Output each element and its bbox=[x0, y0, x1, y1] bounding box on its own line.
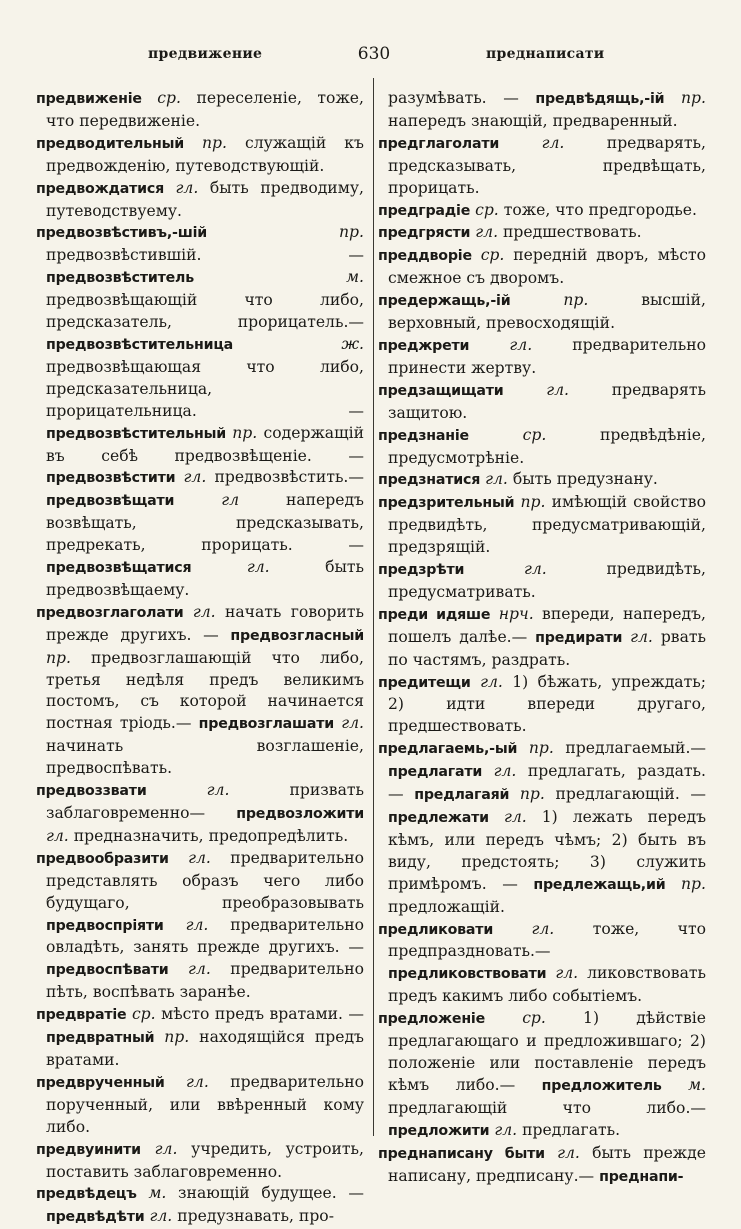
dictionary-entry bbox=[36, 602, 364, 780]
grammar-label: гл. bbox=[475, 223, 499, 242]
headword: предвѣдѣти bbox=[46, 1209, 145, 1226]
grammar-label: пр. bbox=[528, 739, 554, 758]
dictionary-entry bbox=[378, 425, 706, 470]
definition-text: предлагаемый.— bbox=[565, 739, 706, 758]
headword: предлагати bbox=[388, 764, 483, 781]
dictionary-entry bbox=[36, 848, 364, 1004]
running-head-left: предвижение bbox=[148, 46, 263, 62]
dictionary-entry bbox=[378, 492, 706, 559]
grammar-label: гл. bbox=[149, 1207, 173, 1226]
grammar-label: гл. bbox=[546, 380, 570, 399]
grammar-label: пр. bbox=[164, 1028, 190, 1047]
grammar-label: пр. bbox=[681, 874, 706, 893]
dictionary-entry bbox=[378, 245, 706, 290]
headword: предержащь,-ій bbox=[378, 293, 511, 310]
dictionary-entry bbox=[36, 133, 364, 178]
definition-text: предварять, предсказывать, предвѣщать, прорицать. bbox=[388, 133, 706, 197]
column-divider bbox=[373, 78, 374, 1136]
grammar-label: гл. bbox=[154, 1139, 178, 1158]
grammar-label: нрч. bbox=[498, 604, 534, 623]
grammar-label: ср. bbox=[522, 425, 547, 444]
headword: предвоззвати bbox=[36, 783, 147, 800]
headword: предградіе bbox=[378, 202, 471, 219]
dictionary-entry bbox=[36, 222, 364, 601]
grammar-label: гл bbox=[221, 491, 239, 510]
definition-text: предварительно принести жертву. bbox=[388, 335, 706, 377]
definition-text: начинать возглашеніе, предвоспѣвать. bbox=[46, 737, 364, 778]
definition-text: предузнавать, про- bbox=[177, 1207, 334, 1226]
definition-text: 1) бѣжать, упреждать; 2) идти впереди другаго, предшествовать. bbox=[388, 672, 706, 736]
grammar-label: гл. bbox=[630, 627, 653, 646]
grammar-label: пр. bbox=[232, 423, 258, 442]
headword: предзнатися bbox=[378, 472, 481, 489]
grammar-label: гл. bbox=[246, 558, 270, 577]
headword: предводительный bbox=[36, 135, 184, 152]
definition-text: начать говорить прежде другихъ. — bbox=[46, 602, 364, 644]
grammar-label: пр. bbox=[201, 133, 227, 152]
definition-text: тоже, что предпраздновать.— bbox=[388, 919, 706, 961]
headword: предликовати bbox=[378, 921, 494, 938]
definition-text: предвидѣть, предусматривать. bbox=[388, 560, 706, 601]
grammar-label: пр. bbox=[339, 223, 364, 242]
headword: предвозглашати bbox=[198, 716, 335, 733]
page-number: 630 bbox=[357, 44, 391, 64]
headword: преди идяше bbox=[378, 606, 491, 623]
running-head-right: преднаписати bbox=[486, 46, 605, 62]
definition-text: содержащій въ себѣ предвозвѣщеніе. — bbox=[46, 423, 364, 465]
definition-text: передній дворъ, мѣсто смежное съ дворомъ. bbox=[388, 246, 706, 288]
dictionary-entry bbox=[36, 780, 364, 848]
grammar-label: гл. bbox=[206, 781, 230, 800]
grammar-label: гл. bbox=[493, 762, 517, 781]
definition-text: напередъ возвѣщать, предсказывать, предрекать, прорицать. — bbox=[46, 491, 364, 555]
headword: предложитель bbox=[541, 1077, 662, 1094]
headword: предгрясти bbox=[378, 225, 471, 242]
definition-text: быть прежде написану, предписану.— bbox=[388, 1143, 706, 1185]
dictionary-entry bbox=[378, 672, 706, 739]
dictionary-entry bbox=[378, 1143, 706, 1189]
grammar-label: гл. bbox=[509, 335, 533, 354]
dictionary-entry bbox=[378, 335, 706, 380]
grammar-label: гл. bbox=[557, 1143, 580, 1162]
grammar-label: ср. bbox=[475, 200, 499, 219]
definition-text: разумѣвать. — bbox=[388, 89, 519, 107]
definition-text: ликовствовать предъ какимъ либо событіемъ. bbox=[388, 964, 706, 1006]
headword: предвоспріяти bbox=[46, 917, 164, 934]
dictionary-entry bbox=[36, 1183, 364, 1229]
headword: предвозглаголати bbox=[36, 604, 184, 621]
running-header bbox=[0, 46, 741, 72]
headword: предложеніе bbox=[378, 1011, 486, 1028]
headword: предитещи bbox=[378, 674, 471, 691]
headword: предзрѣти bbox=[378, 562, 465, 579]
headword: предвратный bbox=[46, 1030, 155, 1047]
definition-text: тоже, что предгородье. bbox=[503, 200, 697, 219]
definition-text: предвозвѣщающая что либо, предсказательница, прорицательница. — bbox=[46, 357, 364, 420]
definition-text: предвозвѣщающій что либо, предсказатель, прорицатель.— bbox=[46, 291, 364, 332]
grammar-label: ср. bbox=[480, 246, 505, 265]
dictionary-entry bbox=[378, 200, 706, 223]
headword: предвиженіе bbox=[36, 91, 142, 107]
grammar-label: м. bbox=[148, 1184, 167, 1203]
definition-text: предварительно пѣть, воспѣвать заранѣе. bbox=[46, 960, 364, 1002]
grammar-label: гл. bbox=[183, 468, 207, 487]
definition-text: быть предводиму, путеводствуему. bbox=[46, 178, 364, 220]
headword: предложити bbox=[388, 1122, 490, 1139]
headword: преднапи- bbox=[599, 1168, 684, 1185]
definition-text: 1) дѣйствіе предлагающаго и предложившаго; 2) положеніе или поставленіе передъ кѣмъ либо.— bbox=[388, 1009, 706, 1094]
definition-text: предварительно овладѣть, занять прежде другихъ. — bbox=[46, 915, 364, 957]
headword: предвоспѣвати bbox=[46, 962, 169, 979]
dictionary-entry bbox=[378, 290, 706, 335]
headword: предлагаяй bbox=[414, 787, 510, 804]
definition-text: предварительно порученный, или ввѣренный кому либо. bbox=[46, 1072, 364, 1136]
headword: предликовствовати bbox=[388, 966, 547, 983]
headword: предвозложити bbox=[236, 806, 364, 822]
headword: предвождатися bbox=[36, 180, 164, 197]
grammar-label: гл. bbox=[531, 919, 555, 938]
definition-text: предварять защитою. bbox=[388, 380, 706, 422]
headword: предвозвѣщатися bbox=[46, 560, 192, 577]
dictionary-entry bbox=[36, 1139, 364, 1184]
grammar-label: гл. bbox=[341, 714, 364, 733]
grammar-label: гл. bbox=[541, 133, 565, 152]
grammar-label: пр. bbox=[680, 89, 706, 107]
headword: предвуинити bbox=[36, 1141, 141, 1158]
definition-text: предвѣдѣніе, предусмотрѣніе. bbox=[388, 425, 706, 467]
dictionary-entry bbox=[378, 604, 706, 672]
grammar-label: ср. bbox=[131, 1005, 156, 1024]
grammar-label: гл. bbox=[188, 960, 211, 979]
definition-text: предлагать. bbox=[522, 1120, 621, 1139]
definition-text: предлагающій что либо.— bbox=[388, 1098, 706, 1117]
definition-text: напередъ знающій, предваренный. bbox=[388, 111, 678, 130]
definition-text: предвозвѣстить.— bbox=[214, 468, 364, 487]
definition-text: находящійся предъ вратами. bbox=[46, 1028, 364, 1069]
headword: предзащищати bbox=[378, 382, 504, 399]
dictionary-entry bbox=[378, 559, 706, 604]
grammar-label: пр. bbox=[563, 291, 589, 310]
right-column bbox=[378, 88, 706, 1185]
dictionary-entry bbox=[378, 222, 706, 245]
grammar-label: гл. bbox=[485, 470, 508, 489]
definition-text: мѣсто предъ вратами. — bbox=[161, 1005, 364, 1024]
headword: предвозвѣститель bbox=[46, 270, 195, 287]
headword: предвозвѣстительница bbox=[46, 336, 234, 353]
definition-text: переселеніе, тоже, что передвиженіе. bbox=[46, 89, 364, 130]
dictionary-entry bbox=[378, 380, 706, 425]
definition-text: предлагать, раздать. — bbox=[388, 762, 706, 804]
grammar-label: гл. bbox=[503, 808, 527, 826]
definition-text: предлагающій. — bbox=[555, 785, 706, 804]
headword: преддворіе bbox=[378, 248, 472, 265]
headword: предглаголати bbox=[378, 135, 500, 152]
grammar-label: гл. bbox=[524, 560, 547, 579]
definition-text: предвозглашающій что либо, третья недѣля предъ великимъ постомъ, съ которой начинается постная тріодь.— bbox=[46, 648, 364, 733]
grammar-label: м. bbox=[688, 1075, 706, 1094]
headword: предвѣдящь,-ій bbox=[535, 91, 665, 107]
grammar-label: ср. bbox=[522, 1009, 546, 1028]
definition-text: 1) лежать передъ кѣмъ, или передъ чѣмъ; 2) быть въ виду, предстоять; 3) служить примѣромъ. — bbox=[388, 808, 706, 893]
definition-text: имѣющій свойство предвидѣть, предусматривающій, предзрящій. bbox=[388, 493, 706, 557]
headword: предирати bbox=[535, 629, 623, 646]
grammar-label: гл. bbox=[46, 826, 69, 845]
dictionary-entry bbox=[378, 738, 706, 918]
dictionary-entry bbox=[36, 178, 364, 223]
dictionary-entry bbox=[36, 1072, 364, 1139]
headword: предвозвѣщати bbox=[46, 493, 175, 510]
dictionary-entry bbox=[378, 919, 706, 1009]
definition-text: быть предузнану. bbox=[512, 470, 658, 489]
definition-text: предложащій. bbox=[388, 897, 505, 916]
dictionary-entry bbox=[36, 88, 364, 133]
headword: предвратіе bbox=[36, 1007, 127, 1024]
dictionary-entry bbox=[36, 1004, 364, 1072]
grammar-label: ж. bbox=[341, 334, 364, 353]
headword: предвѣдецъ bbox=[36, 1186, 137, 1203]
headword: предвозгласный bbox=[230, 627, 364, 644]
headword: преднаписану быти bbox=[378, 1145, 545, 1162]
grammar-label: гл. bbox=[188, 848, 211, 867]
grammar-label: гл. bbox=[185, 915, 209, 934]
definition-text: рвать по частямъ, раздрать. bbox=[388, 627, 706, 669]
definition-text: впереди, напередъ, пошелъ далѣе.— bbox=[388, 604, 706, 646]
grammar-label: пр. bbox=[520, 493, 546, 512]
definition-text: быть предвозвѣщаему. bbox=[46, 558, 364, 599]
headword: предвозвѣстительный bbox=[46, 425, 226, 442]
grammar-label: гл. bbox=[494, 1120, 518, 1139]
grammar-label: гл. bbox=[192, 602, 216, 621]
grammar-label: гл. bbox=[175, 178, 199, 197]
headword: предлагаемь,-ый bbox=[378, 741, 518, 758]
headword: предзрительный bbox=[378, 495, 515, 512]
dictionary-entry bbox=[378, 469, 706, 492]
headword: предврученный bbox=[36, 1074, 165, 1091]
headword: предвообразити bbox=[36, 850, 169, 867]
grammar-label: гл. bbox=[480, 672, 503, 691]
definition-text: предшествовать. bbox=[503, 223, 642, 242]
definition-text: высшій, верховный, превосходящій. bbox=[388, 291, 706, 333]
headword: преджрети bbox=[378, 337, 470, 354]
headword: предлежати bbox=[388, 810, 489, 826]
definition-text: призвать заблаговременно— bbox=[46, 781, 364, 822]
definition-text: знающій будущее. — bbox=[178, 1184, 364, 1203]
grammar-label: гл. bbox=[186, 1072, 209, 1091]
definition-text: служащій къ предвожденію, путеводствующій. bbox=[46, 133, 364, 175]
left-column bbox=[36, 88, 364, 1226]
headword: предвозвѣстити bbox=[46, 470, 176, 487]
grammar-label: гл. bbox=[555, 964, 579, 983]
grammar-label: пр. bbox=[46, 648, 71, 667]
grammar-label: пр. bbox=[519, 785, 545, 804]
headword: предлежащь,ий bbox=[533, 876, 666, 893]
definition-text: предназначить, предопредѣлить. bbox=[73, 826, 349, 845]
definition-text: предварительно представлять образъ чего либо будущаго, преобразовывать bbox=[46, 848, 364, 912]
headword: предзнаніе bbox=[378, 427, 469, 444]
definition-text: предвозвѣстившій. — bbox=[46, 246, 364, 265]
dictionary-entry bbox=[378, 133, 706, 200]
dictionary-entry bbox=[378, 88, 706, 133]
definition-text: учредить, устроить, поставить заблаговременно. bbox=[46, 1139, 364, 1181]
grammar-label: ср. bbox=[157, 89, 181, 107]
grammar-label: м. bbox=[346, 268, 364, 287]
headword: предвозвѣстивъ,-шій bbox=[36, 225, 207, 242]
dictionary-entry bbox=[378, 1008, 706, 1142]
